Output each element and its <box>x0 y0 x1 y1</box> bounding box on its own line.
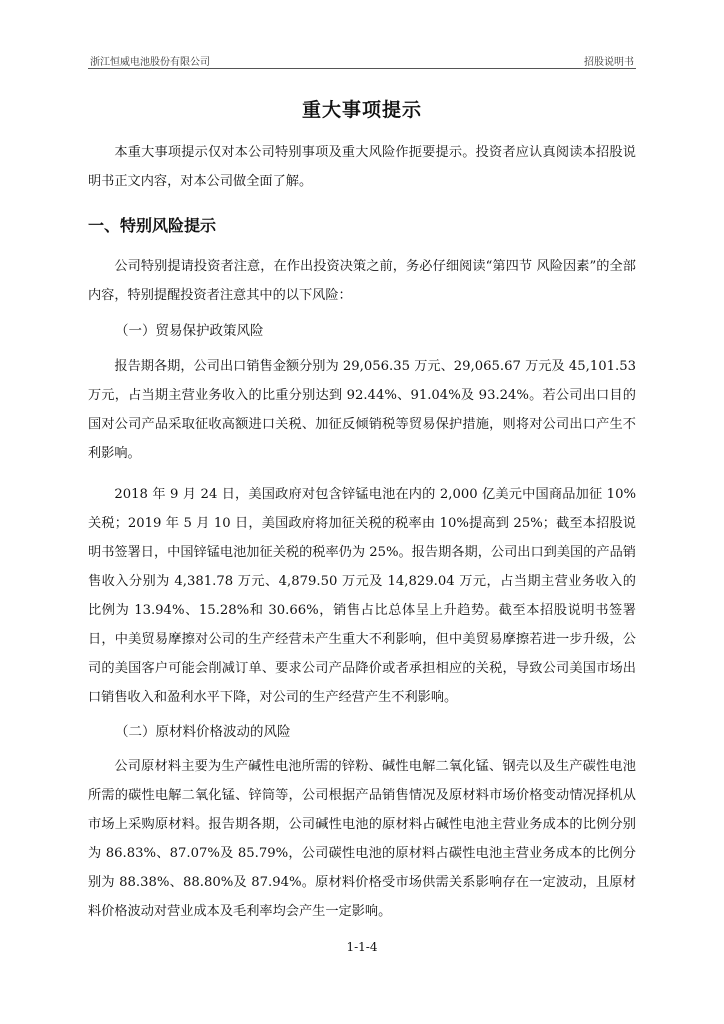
header-doc-type: 招股说明书 <box>584 57 634 68</box>
section-lead-paragraph: 公司特别提请投资者注意，在作出投资决策之前，务必仔细阅读“第四节 风险因素”的全部内容，特别提醒投资者注意其中的以下风险： <box>88 259 636 303</box>
subheading-trade-protection: （一）贸易保护政策风险 <box>115 323 264 339</box>
page-title: 重大事项提示 <box>301 99 422 121</box>
running-header <box>88 50 636 68</box>
header-company: 浙江恒威电池股份有限公司 <box>90 57 210 68</box>
intro-paragraph: 本重大事项提示仅对本公司特别事项及重大风险作扼要提示。投资者应认真阅读本招股说明书正文内容，对本公司做全面了解。 <box>88 145 636 189</box>
page-number: 1-1-4 <box>346 940 378 954</box>
trade-risk-paragraph-1: 报告期各期，公司出口销售金额分别为 29,056.35 万元、29,065.67 万元及 45,101.53 万元，占当期主营业务收入的比重分别达到 92.44%、91.04%及 93.24%。若公司出口目的国对公司产品采取征收高额进口关税、加征反倾销税等贸易保护措施，则将对公司出口产生不利影响。 <box>88 359 636 461</box>
trade-risk-paragraph-2: 2018 年 9 月 24 日，美国政府对包含锌锰电池在内的 2,000 亿美元中国商品加征 10%关税；2019 年 5 月 10 日，美国政府将加征关税的税率由 10%提高到 25%；截至本招股说明书签署日，中国锌锰电池加征关税的税率仍为 25%。报告期各期，公司出口到美国的产品销售收入分别为 4,381.78 万元、4,879.50 万元及 14,829.04 万元，占当期主营业务收入的比例为 13.94%、15.28%和 30.66%，销售占比总体呈上升趋势。截至本招股说明书签署日，中美贸易摩擦对公司的生产经营未产生重大不利影响，但中美贸易摩擦若进一步升级，公司的美国客户可能会削减订单、要求公司产品降价或者承担相应的关税，导致公司美国市场出口销售收入和盈利水平下降，对公司的生产经营产生不利影响。 <box>88 487 636 705</box>
section-heading-special-risk: 一、特别风险提示 <box>88 216 217 235</box>
raw-material-paragraph: 公司原材料主要为生产碱性电池所需的锌粉、碱性电解二氧化锰、钢壳以及生产碳性电池所需的碳性电解二氧化锰、锌筒等，公司根据产品销售情况及原材料市场价格变动情况择机从市场上采购原材料。报告期各期，公司碱性电池的原材料占碱性电池主营业务成本的比例分别为 86.83%、87.07%及 85.79%，公司碳性电池的原材料占碳性电池主营业务成本的比例分别为 88.38%、88.80%及 87.94%。原材料价格受市场供需关系影响存在一定波动，且原材料价格波动对营业成本及毛利率均会产生一定影响。 <box>88 759 636 919</box>
header-rule <box>88 68 636 69</box>
subheading-raw-material: （二）原材料价格波动的风险 <box>115 724 291 740</box>
